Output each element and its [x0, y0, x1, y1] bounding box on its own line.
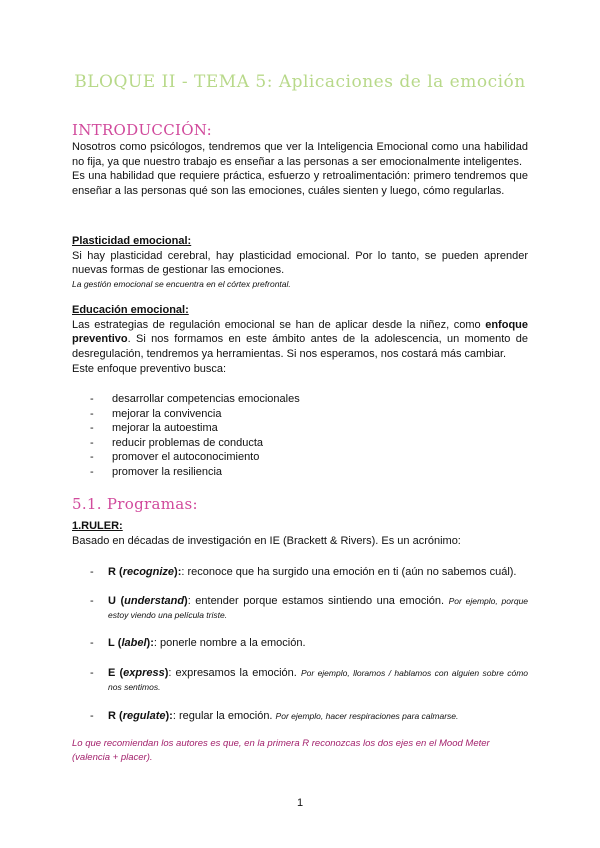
intro-section — [72, 140, 528, 199]
ruler-letter: L — [108, 637, 115, 649]
educacion-text-b: . Si nos formamos en este ámbito antes de la adolescencia, un momento de desregulación, tendremos ya herramientas. Si nos esperamos, nos costará más cambiar. — [72, 333, 528, 361]
page-title: BLOQUE II - TEMA 5: Aplicaciones de la emoción — [74, 72, 526, 92]
educacion-section — [72, 303, 528, 377]
ruler-note: Por ejemplo, lloramos / hablamos con alguien sobre cómo nos sentimos. — [108, 668, 528, 692]
ruler-text: : reconoce que ha surgido una emoción en ti (aún no sabemos cuál). — [181, 566, 517, 578]
ruler-description: Basado en décadas de investigación en IE (Brackett & Rivers). Es un acrónimo: — [72, 534, 461, 547]
ruler-item-u: - U (understand): entender porque estamos sintiendo una emoción. Por ejemplo, porque estoy viendo una película triste. — [90, 595, 529, 620]
ruler-letter: U — [108, 595, 116, 607]
intro-paragraph-2: Es una habilidad que requiere práctica, esfuerzo y retroalimentación: primero tendremos que enseñar a las personas qué son las emociones, cuáles sienten y luego, cómo regularlas. — [72, 170, 528, 198]
ruler-letter: R — [108, 566, 116, 578]
ruler-word: regulate — [122, 710, 166, 722]
ruler-item-r2: - R (regulate):: regular la emoción. Por ejemplo, hacer respiraciones para calmarse. — [90, 710, 459, 722]
educacion-list-wrap — [90, 392, 528, 480]
closing-note: Lo que recomiendan los autores es que, en la primera R reconozcas los dos ejes en el Mood Meter (valencia + placer). — [72, 738, 490, 763]
ruler-title: 1.RULER: — [72, 520, 123, 532]
list-item: - promover la resiliencia — [90, 465, 528, 480]
list-item: - reducir problemas de conducta — [90, 436, 528, 451]
page-number: 1 — [296, 797, 304, 809]
ruler-word: understand — [124, 595, 185, 607]
list-item: - mejorar la autoestima — [90, 421, 528, 436]
programas-heading: 5.1. Programas: — [72, 495, 198, 513]
ruler-item-r: - R (recognize):: reconoce que ha surgido una emoción en ti (aún no sabemos cuál). — [90, 566, 517, 578]
plasticidad-text: Si hay plasticidad cerebral, hay plasticidad emocional. Por lo tanto, se pueden aprender nuevas formas de gestionar las emociones. — [72, 249, 528, 277]
ruler-word: recognize — [122, 566, 175, 578]
educacion-text — [72, 318, 528, 362]
ruler-text: : regular la emoción. — [172, 710, 276, 722]
plasticidad-section — [72, 234, 528, 290]
ruler-text: : entender porque estamos sintiendo una emoción. — [187, 595, 449, 607]
ruler-item-e: - E (express): expresamos la emoción. Por ejemplo, lloramos / hablamos con alguien sobre cómo nos sentimos. — [90, 667, 528, 692]
ruler-intro — [72, 519, 528, 548]
ruler-word: label — [121, 637, 147, 649]
list-item: - desarrollar competencias emocionales — [90, 392, 528, 407]
list-item: - mejorar la convivencia — [90, 407, 528, 422]
educacion-list — [90, 392, 528, 480]
ruler-item-l: - L (label):: ponerle nombre a la emoción. — [90, 637, 306, 649]
plasticidad-heading: Plasticidad emocional: — [72, 235, 192, 247]
educacion-text-2: Este enfoque preventivo busca: — [72, 362, 227, 375]
intro-paragraph-1: Nosotros como psicólogos, tendremos que ver la Inteligencia Emocional como una habilidad no fija, ya que nuestro trabajo es enseñar a las personas a ser emocionalmente inteligentes. — [72, 141, 528, 168]
ruler-letter: E — [108, 667, 116, 679]
educacion-heading: Educación emocional: — [72, 304, 189, 316]
educacion-bold: enfoque preventivo — [72, 318, 528, 346]
list-item: - promover el autoconocimiento — [90, 450, 528, 465]
ruler-note: Por ejemplo, porque estoy viendo una película triste. — [108, 596, 529, 620]
ruler-text: : expresamos la emoción. — [168, 667, 301, 679]
ruler-word: express — [123, 667, 165, 679]
ruler-text: : ponerle nombre a la emoción. — [153, 637, 306, 649]
educacion-text-a: Las estrategias de regulación emocional se han de aplicar desde la niñez, como — [72, 318, 486, 331]
ruler-note: Por ejemplo, hacer respiraciones para calmarse. — [275, 711, 459, 721]
ruler-letter: R — [108, 710, 116, 722]
plasticidad-note: La gestión emocional se encuentra en el córtex prefrontal. — [72, 279, 291, 290]
intro-heading: INTRODUCCIÓN: — [72, 121, 213, 139]
